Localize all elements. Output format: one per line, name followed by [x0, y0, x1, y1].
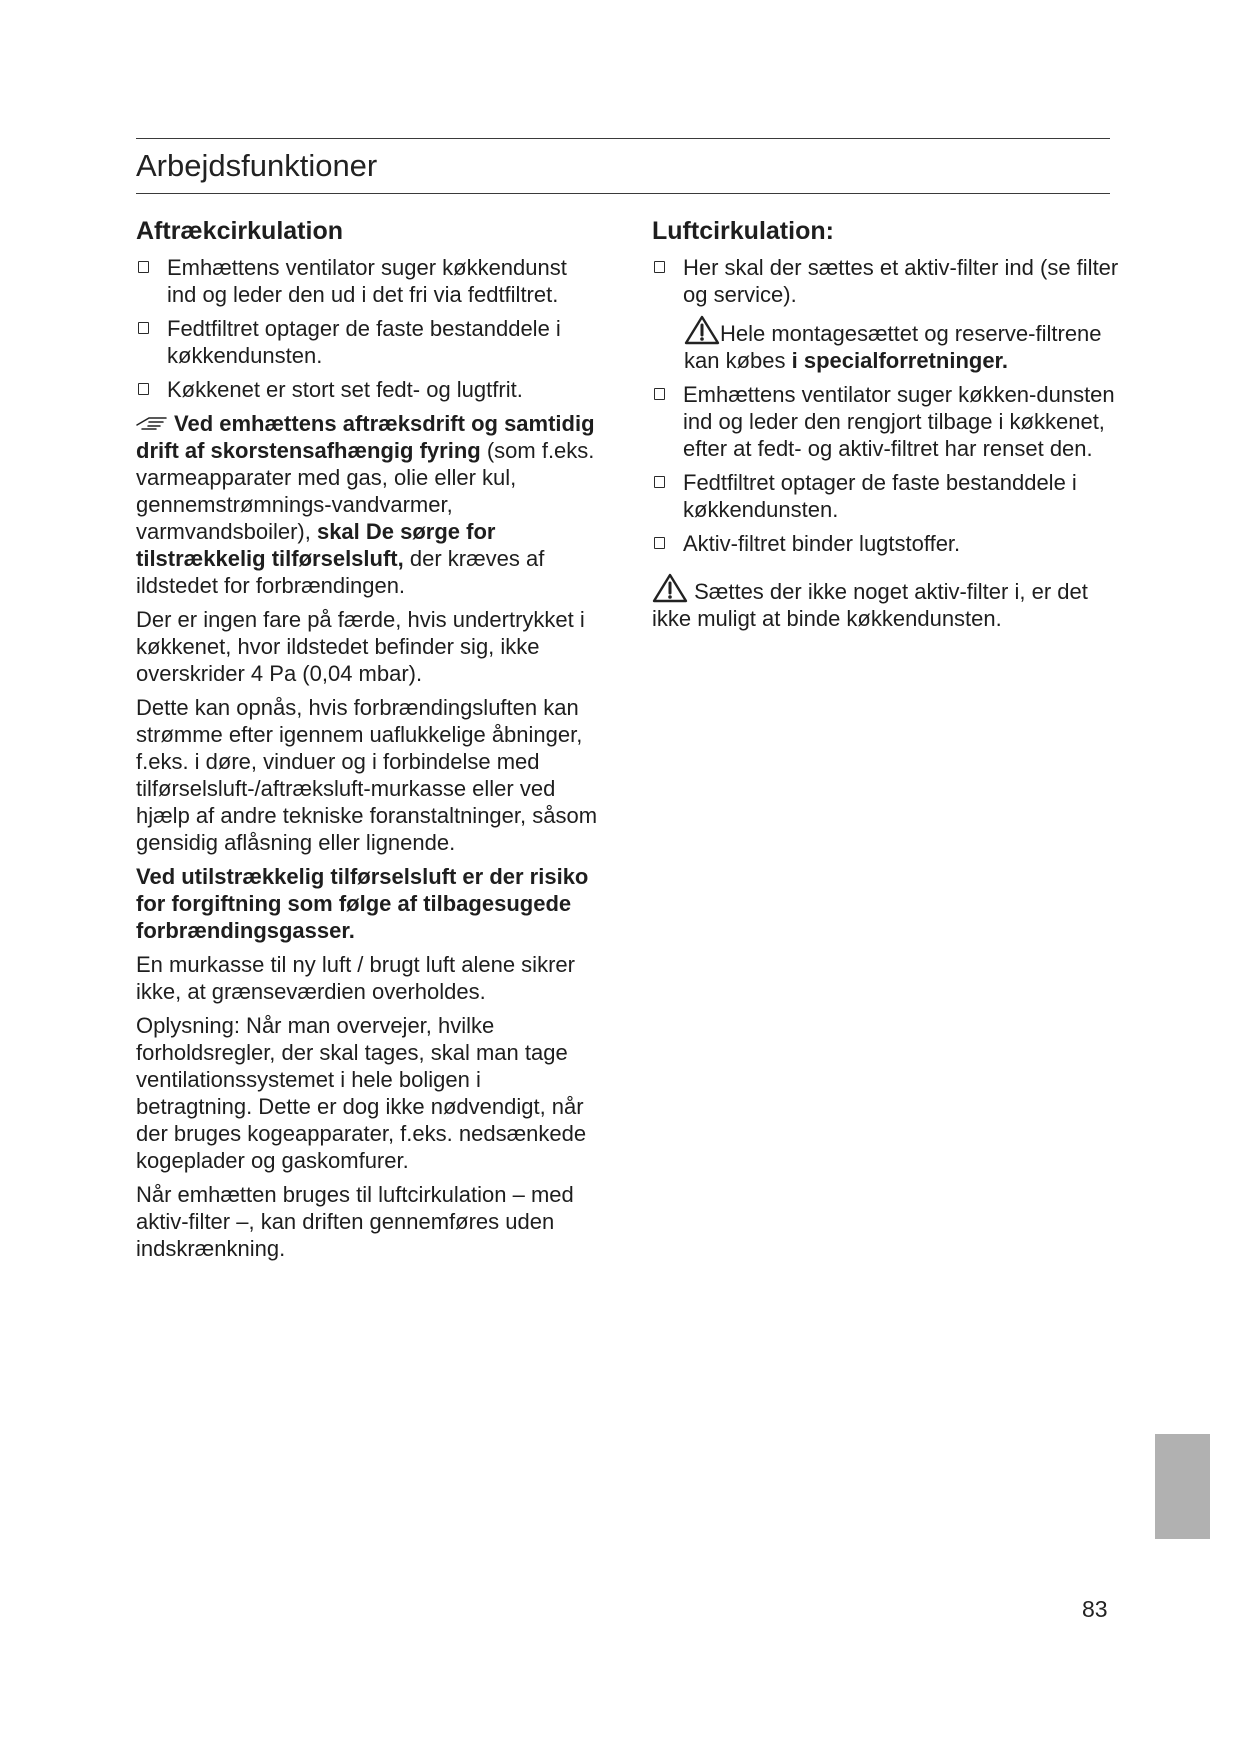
right-column — [652, 216, 1122, 639]
paragraph: Oplysning: Når man overvejer, hvilke forholdsregler, der skal tages, skal man tage ventilationssystemet i hele boligen i betragtning. Dette er dog ikke nødvendigt, når der bruges kogeapparater, f.eks. nedsænkede kogeplader og gaskomfurer. — [136, 1013, 587, 1173]
warning-paragraph: Ved utilstrækkelig tilførselsluft er der risiko for forgiftning som følge af tilbagesugede forbrændingsgasser. — [136, 864, 589, 943]
section-heading-aftraekcirkulation: Aftrækcirkulation — [136, 217, 343, 245]
page-number: 83 — [1082, 1596, 1108, 1622]
paragraph: Når emhætten bruges til luftcirkulation – med aktiv-filter –, kan driften gennemføres uden indskrænkning. — [136, 1182, 574, 1261]
left-column — [136, 216, 598, 1269]
section-heading-luftcirkulation: Luftcirkulation: — [652, 217, 834, 245]
checkbox-bullet-icon — [654, 537, 665, 549]
note-paragraph: Ved emhættens aftræksdrift og samtidig drift af skorstensafhængig fyring (som f.eks. varmeapparater med gas, olie eller kul, gennemstrømnings-vandvarmer, varmvandsboiler), skal De sørge for tilstrækkelig tilførselsluft, der kræves af ildstedet for forbrændingen. — [136, 411, 595, 598]
warning-triangle-icon — [684, 315, 720, 345]
chapter-side-tab — [1155, 1434, 1210, 1539]
warning-paragraph: Hele montagesættet og reserve-filtrene kan købes i specialforretninger. — [652, 315, 1122, 374]
checkbox-bullet-icon — [138, 261, 149, 273]
checkbox-bullet-icon — [654, 476, 665, 488]
header-top-rule — [136, 138, 1110, 139]
paragraph: Der er ingen fare på færde, hvis undertrykket i køkkenet, hvor ildstedet befinder sig, ikke overskrider 4 Pa (0,04 mbar). — [136, 607, 585, 686]
list-item: Her skal der sættes et aktiv-filter ind (se filter og service). — [652, 254, 1122, 308]
warning-paragraph: Sættes der ikke noget aktiv-filter i, er det ikke muligt at binde køkkendunsten. — [652, 573, 1122, 632]
warning-triangle-icon — [652, 573, 688, 603]
pointing-hand-icon — [136, 414, 168, 430]
header-bottom-rule — [136, 193, 1110, 194]
page-title: Arbejdsfunktioner — [136, 148, 378, 183]
checkbox-bullet-icon — [654, 388, 665, 400]
paragraph: En murkasse til ny luft / brugt luft alene sikrer ikke, at grænseværdien overholdes. — [136, 952, 575, 1004]
list-item: Fedtfiltret optager de faste bestanddele i køkkendunsten. — [652, 469, 1122, 523]
list-item: Emhættens ventilator suger køkken-dunsten ind og leder den rengjort tilbage i køkkenet, efter at fedt- og aktiv-filtret har renset den. — [652, 381, 1122, 462]
list-item: Emhættens ventilator suger køkkendunst ind og leder den ud i det fri via fedtfiltret. — [136, 254, 598, 308]
list-item: Fedtfiltret optager de faste bestanddele i køkkendunsten. — [136, 315, 598, 369]
checkbox-bullet-icon — [654, 261, 665, 273]
paragraph: Dette kan opnås, hvis forbrændingsluften kan strømme efter igennem uaflukkelige åbninger, f.eks. i døre, vinduer og i forbindelse med tilførselsluft-/aftræksluft-murkasse eller ved hjælp af andre tekniske foranstaltninger, såsom gensidig aflåsning eller lignende. — [136, 695, 598, 855]
list-item: Køkkenet er stort set fedt- og lugtfrit. — [136, 376, 598, 403]
checkbox-bullet-icon — [138, 322, 149, 334]
list-item: Aktiv-filtret binder lugtstoffer. — [652, 530, 1122, 557]
checkbox-bullet-icon — [138, 383, 149, 395]
